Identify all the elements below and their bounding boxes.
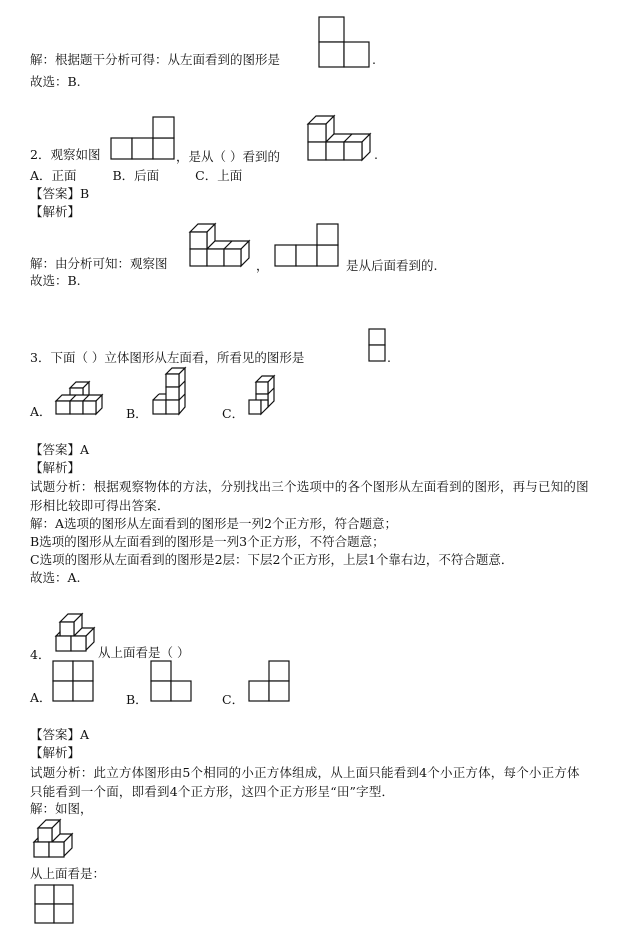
q4-solution-solid-figure [30,818,76,864]
q2-period: . [374,147,378,162]
q4-option-c-label: C． [222,692,245,707]
q2-option-b: B．后面 [112,168,160,183]
q3-sol-b: B选项的图形从左面看到的图形是一列3个正方形，不符合题意； [30,534,385,549]
q2-stem-b: ，是从（ ）看到的 [176,149,280,164]
q4-sol: 解：如图， [30,801,93,816]
q3-option-a-figure [52,380,104,418]
q3-analysis-title: 【解析】 [30,460,81,475]
q1-solution-line: 解：根据题干分析可得：从左面看到的图形是 [30,52,281,67]
q1-period: . [372,52,376,67]
q4-analysis-title: 【解析】 [30,745,81,760]
q4-option-b-label: B． [126,692,148,707]
q3-stem: 3．下面（ ）立体图形从左面看，所看见的图形是 [30,350,305,365]
q2-front-view-figure [110,116,176,160]
q2-back-view-figure [274,222,340,268]
q1-choose: 故选：B. [30,74,81,89]
q1-left-view-figure [318,16,370,68]
q2-stem-a: 2．观察如图 [30,147,101,162]
q4-stem: 从上面看是（ ） [98,645,190,660]
q4-option-c-figure [248,660,292,704]
q3-left-view-figure [368,328,388,364]
q2-option-c: C．上面 [195,168,243,183]
q4-from-top: 从上面看是： [30,866,106,881]
q2-solid-figure [306,114,374,160]
q2-answer: 【答案】B [30,186,90,201]
q4-option-a-figure [52,660,96,704]
q3-sol-a: 解：A选项的图形从左面看到的图形是一列2个正方形，符合题意； [30,516,397,531]
q2-solution-b: 是从后面看到的. [346,258,438,273]
q2-choose: 故选：B. [30,273,81,288]
q2-options [30,168,242,184]
q4-option-b-figure [150,660,194,704]
q4-top-view-figure [34,884,76,926]
q2-comma: ， [256,258,269,273]
q3-option-c-figure [246,374,278,418]
q4-solid-figure [52,612,98,656]
q3-option-c-label: C． [222,406,245,421]
q3-analysis: 试题分析：根据观察物体的方法，分别找出三个选项中的各个图形从左面看到的图形，再与已知的图形相比较即可得出答案． [30,479,589,513]
q3-period: . [387,350,391,365]
q2-option-a: A．正面 [30,168,77,183]
q4-number: 4． [30,647,51,662]
q3-answer: 【答案】A [30,442,90,457]
q2-solution-solid-figure [188,222,254,268]
q3-sol-c: C选项的图形从左面看到的图形是2层：下层2个正方形，上层1个靠右边，不符合题意． [30,552,514,567]
q3-option-a-label: A． [30,404,52,419]
q3-choose: 故选：A. [30,570,81,585]
q4-analysis: 试题分析：此立方体图形由5个相同的小正方体组成，从上面只能看到4个小正方体，每个小正方体只能看到一个面，即看到4个正方形，这四个正方形呈“田”字型． [30,765,580,799]
q4-option-a-label: A． [30,690,52,705]
q3-option-b-label: B． [126,406,148,421]
q4-answer: 【答案】A [30,727,90,742]
q3-option-b-figure [150,366,192,418]
q2-solution-a: 解：由分析可知：观察图 [30,256,168,271]
q2-analysis-title: 【解析】 [30,204,81,219]
